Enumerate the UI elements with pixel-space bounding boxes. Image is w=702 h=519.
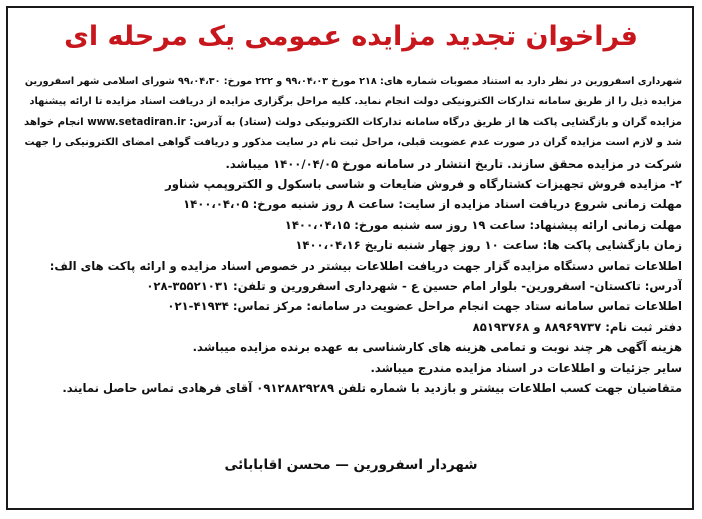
body-line: اطلاعات تماس سامانه ستاد جهت انجام مراحل عضویت در سامانه: مرکز تماس: ۴۱۹۳۴-۰۲۱ (167, 299, 682, 314)
signature: شهردار اسفرورین — محسن اقابابائی (224, 457, 478, 473)
body-line: هزینه آگهی هر چند نوبت و تمامی هزینه های کارشناسی به عهده برنده مزایده میباشد. (192, 340, 682, 355)
body-line: شهرداری اسفرورین در نظر دارد به استناد مصوبات شماره های: ۲۱۸ مورخ ۹۹،۰۴،۰۳ و ۲۲۲ مورخ: ۹۹،۰۴،۳۰ شورای اسلامی شهر اسفرورین (24, 76, 682, 87)
body-line: شرکت در مزایده محقق سازند. تاریخ انتشار در سامانه مورخ ۱۴۰۰/۰۴/۰۵ میباشد. (225, 156, 682, 171)
notice-body (22, 72, 682, 399)
body-line: سایر جزئیات و اطلاعات در اسناد مزایده مندرج میباشد. (370, 360, 682, 375)
body-line: مزایده گران و بازگشایی پاکت ها از طریق درگاه سامانه تدارکات الکترونیکی دولت (ستاد) به آدرس: www.setadiran.ir انجام خواهد (23, 116, 682, 128)
body-line: ۲- مزایده فروش تجهیزات کشتارگاه و فروش ضایعات و شاسی باسکول و الکتروپمپ شناور (165, 177, 682, 192)
body-line: متقاضیان جهت کسب اطلاعات بیشتر و بازدید با شماره تلفن ۰۹۱۲۸۸۲۹۲۸۹ آقای فرهادی تماس حاصل نمایند. (62, 381, 682, 396)
body-line: مهلت زمانی شروع دریافت اسناد مزایده از سایت: ساعت ۸ روز شنبه مورخ: ۱۴۰۰،۰۴،۰۵ (183, 197, 682, 212)
body-line: زمان بازگشایی پاکت ها: ساعت ۱۰ روز چهار شنبه تاریخ ۱۴۰۰،۰۴،۱۶ (295, 238, 682, 253)
notice-title: فراخوان تجدید مزایده عمومی یک مرحله ای (64, 21, 638, 52)
body-line: اطلاعات تماس دستگاه مزایده گزار جهت دریافت اطلاعات بیشتر در خصوص اسناد مزایده و ارائه پاکت های الف: (49, 258, 682, 273)
body-line: شد و لازم است مزایده گران در صورت عدم عضویت قبلی، مراحل ثبت نام در سایت مذکور و دریافت گواهی امضای الکترونیکی را جهت (24, 137, 682, 149)
body-line: آدرس: تاکستان- اسفرورین- بلوار امام حسین ع - شهرداری اسفرورین و تلفن: ۳۵۵۲۱۰۳۱-۰۲۸ (146, 279, 682, 294)
body-line: دفتر ثبت نام: ۸۸۹۶۹۷۳۷ و ۸۵۱۹۳۷۶۸ (472, 319, 682, 334)
body-line: مزایده ذیل را از طریق سامانه تدارکات الکترونیکی دولت انجام نماید. کلیه مراحل برگزاری مزایده از دریافت اسناد مزایده تا ارائه پیشنهاد (29, 96, 682, 108)
body-line: مهلت زمانی ارائه پیشنهاد: ساعت ۱۹ روز سه شنبه مورخ: ۱۴۰۰،۰۴،۱۵ (284, 217, 682, 232)
